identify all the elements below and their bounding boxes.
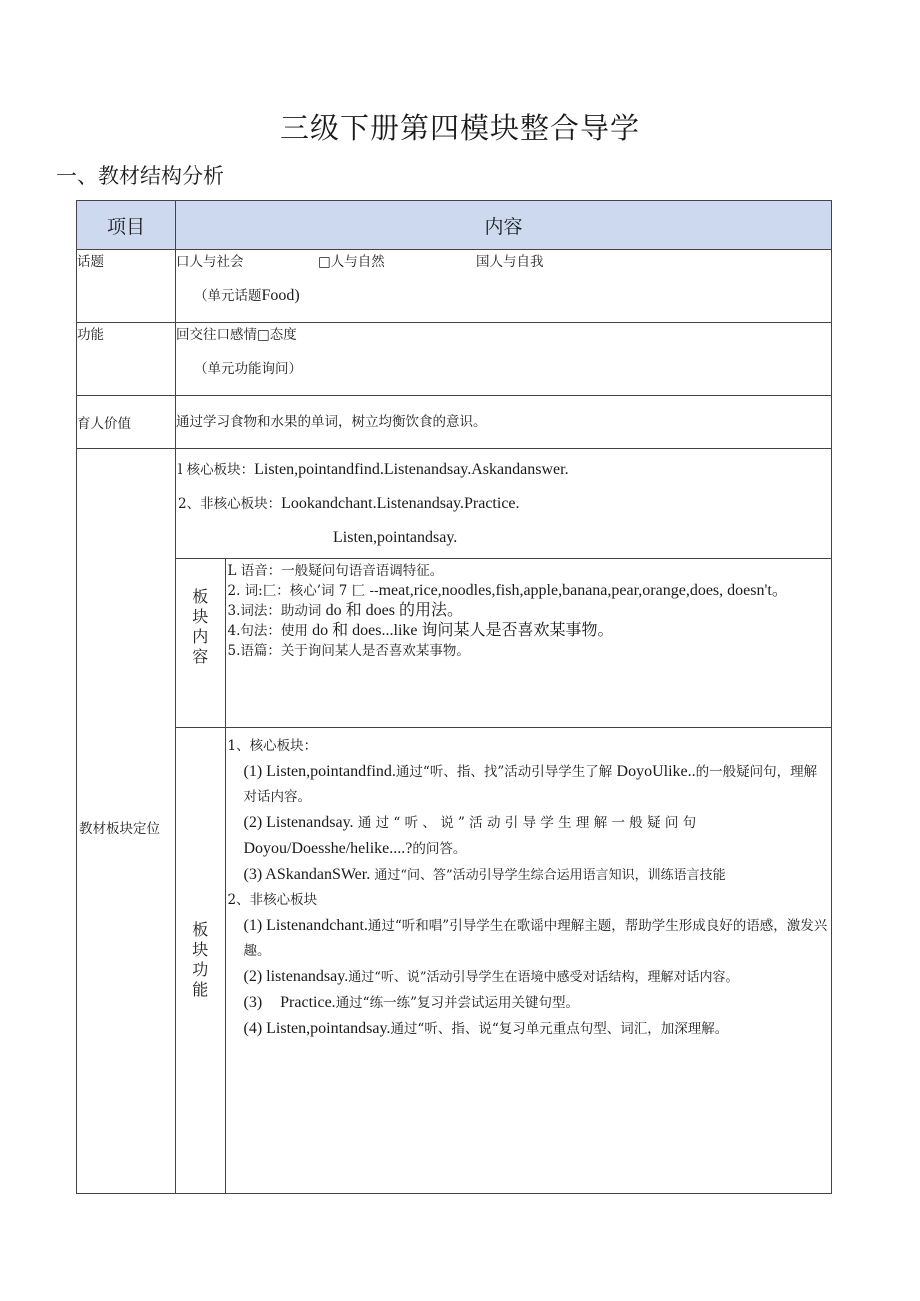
func-item-text: 通过“问、答”活动引导学生综合运用语言知识，训练语言技能 <box>370 868 726 883</box>
content-item <box>228 601 830 621</box>
func-item-num: (4) <box>243 1020 267 1037</box>
core-line <box>178 453 829 487</box>
positioning-content <box>176 449 832 1194</box>
function-content <box>176 323 832 396</box>
header-content: 内容 <box>176 201 832 250</box>
module-function-label: 板块功能 <box>192 920 209 999</box>
module-content-row <box>176 559 831 728</box>
noncore-line-2 <box>178 521 829 555</box>
content-item-detail: do 和 does 的用法。 <box>325 602 464 619</box>
content-item-detail: do 和 does...like 询问某人是否喜欢某事物。 <box>312 622 614 639</box>
module-content-label: 板块内容 <box>192 587 209 666</box>
content-item <box>228 621 830 641</box>
positioning-label-cell <box>77 449 176 1194</box>
func-item-num: (2) <box>243 814 267 831</box>
document-title: 三级下册第四模块整合导学 <box>279 111 640 145</box>
func-item <box>228 810 830 862</box>
content-item-words: meat,rice,noodles,fish,apple,banana,pear,orange,does, doesn't。 <box>378 582 788 599</box>
func-item-text-2: 的问答。 <box>412 841 467 857</box>
core-value: Listen,pointandfind.Listenandsay.Askandanswer. <box>254 461 569 478</box>
func-item-term: Doyou/Doesshe/helike....? <box>243 840 413 857</box>
func-item-text: 通过“听和唱”引导学生在歌谣中理解主题，帮助学生形成良好的语感，激发兴趣。 <box>243 918 828 959</box>
content-item-text: 5.语篇：关于询问某人是否喜欢某事物。 <box>227 643 470 659</box>
content-item <box>228 641 830 661</box>
func-item-title: listenandsay. <box>266 968 349 985</box>
func-item-num: (2) <box>243 968 267 985</box>
func-core-title: 1、核心板块： <box>227 738 318 754</box>
func-item <box>228 759 830 810</box>
func-item-text: 通过“听、指、说“复习单元重点句型、词汇，加深理解。 <box>390 1021 729 1037</box>
noncore-value-2: Listen,pointandsay. <box>333 529 458 546</box>
noncore-value: Lookandchant.Listenandsay.Practice. <box>281 495 520 512</box>
module-function-row <box>176 728 831 1194</box>
module-content-label-cell <box>176 559 225 728</box>
content-item-text: L 语音：一般疑问句语音语调特征。 <box>227 563 444 579</box>
value-label: 育人价值 <box>77 396 176 449</box>
func-item-title: Listen,pointandfind. <box>266 763 396 780</box>
core-prefix: l 核心板块： <box>178 462 255 478</box>
func-noncore-title: 2、非核心板块 <box>227 892 318 908</box>
topic-note <box>176 286 831 306</box>
func-item-text: 通过“听、指、找”活动引导学生了解 <box>395 764 617 780</box>
func-item <box>228 964 830 990</box>
func-item-title: ASkandanSWer. <box>265 866 371 883</box>
function-label: 功能 <box>77 323 176 396</box>
func-item-title: Listenandsay. <box>266 814 354 831</box>
func-item <box>228 1016 830 1042</box>
content-item-text: 4.句法：使用 <box>227 623 313 639</box>
function-options: 回交往口感情□态度 <box>176 327 297 343</box>
func-item-title: Practice. <box>280 994 336 1011</box>
section-heading: 一、教材结构分析 <box>56 164 224 188</box>
func-item-text: 通过“练一练”复习并尝试运用关键句型。 <box>335 995 579 1011</box>
func-item-num: (3) <box>243 994 267 1011</box>
structure-table <box>76 200 832 1194</box>
module-content-cell <box>225 559 831 728</box>
topic-label: 话题 <box>77 250 176 323</box>
topic-option-nature: □人与自然 <box>318 254 385 270</box>
table-row-positioning <box>77 449 832 1194</box>
topic-note-prefix: （单元话题 <box>194 288 262 304</box>
topic-option-self: 国人与自我 <box>476 254 544 270</box>
content-item-text: 2. 词:匚：核心’词 7 匚 -- <box>227 583 379 599</box>
func-item <box>228 913 830 964</box>
positioning-label: 教材板块定位 <box>79 821 160 837</box>
topic-note-value: Food) <box>261 287 300 304</box>
noncore-line <box>178 487 829 521</box>
core-modules <box>176 449 831 558</box>
module-function-list <box>226 728 832 1048</box>
header-item: 项目 <box>77 201 176 250</box>
noncore-prefix: 2、非核心板块： <box>178 496 282 512</box>
table-row-topic <box>77 250 832 323</box>
function-note: （单元功能询问） <box>194 361 302 377</box>
table-row-function <box>77 323 832 396</box>
content-item <box>228 581 830 601</box>
func-item-num: (1) <box>243 917 267 934</box>
func-item-title: Listen,pointandsay. <box>266 1020 391 1037</box>
table-row-value <box>77 396 832 449</box>
func-item-term: DoyoUlike.. <box>616 763 696 780</box>
value-text: 通过学习食物和水果的单词，树立均衡饮食的意识。 <box>176 396 832 449</box>
content-item-text: 3.词法：助动词 <box>227 603 326 619</box>
module-function-cell <box>225 728 831 1194</box>
module-function-label-cell <box>176 728 225 1194</box>
content-item <box>228 561 830 581</box>
func-item-num: (1) <box>243 763 267 780</box>
func-item-text-2: 的一般疑问句，理解对话内容。 <box>243 764 818 805</box>
func-item <box>228 990 830 1016</box>
func-item-title: Listenandchant. <box>266 917 368 934</box>
func-item-text: 通 过 “ 听 、 说 ” 活 动 引 导 学 生 理 解 一 般 疑 问 句 <box>353 815 697 831</box>
func-item-num: (3) <box>243 866 266 883</box>
topic-option-society: 口人与社会 <box>176 254 244 270</box>
module-content-list <box>226 559 832 663</box>
module-table <box>176 558 831 1193</box>
table-header-row <box>77 201 832 250</box>
func-item-text: 通过“听、说”活动引导学生在语境中感受对话结构，理解对话内容。 <box>348 970 739 985</box>
func-item <box>228 862 830 888</box>
topic-content <box>176 250 832 323</box>
